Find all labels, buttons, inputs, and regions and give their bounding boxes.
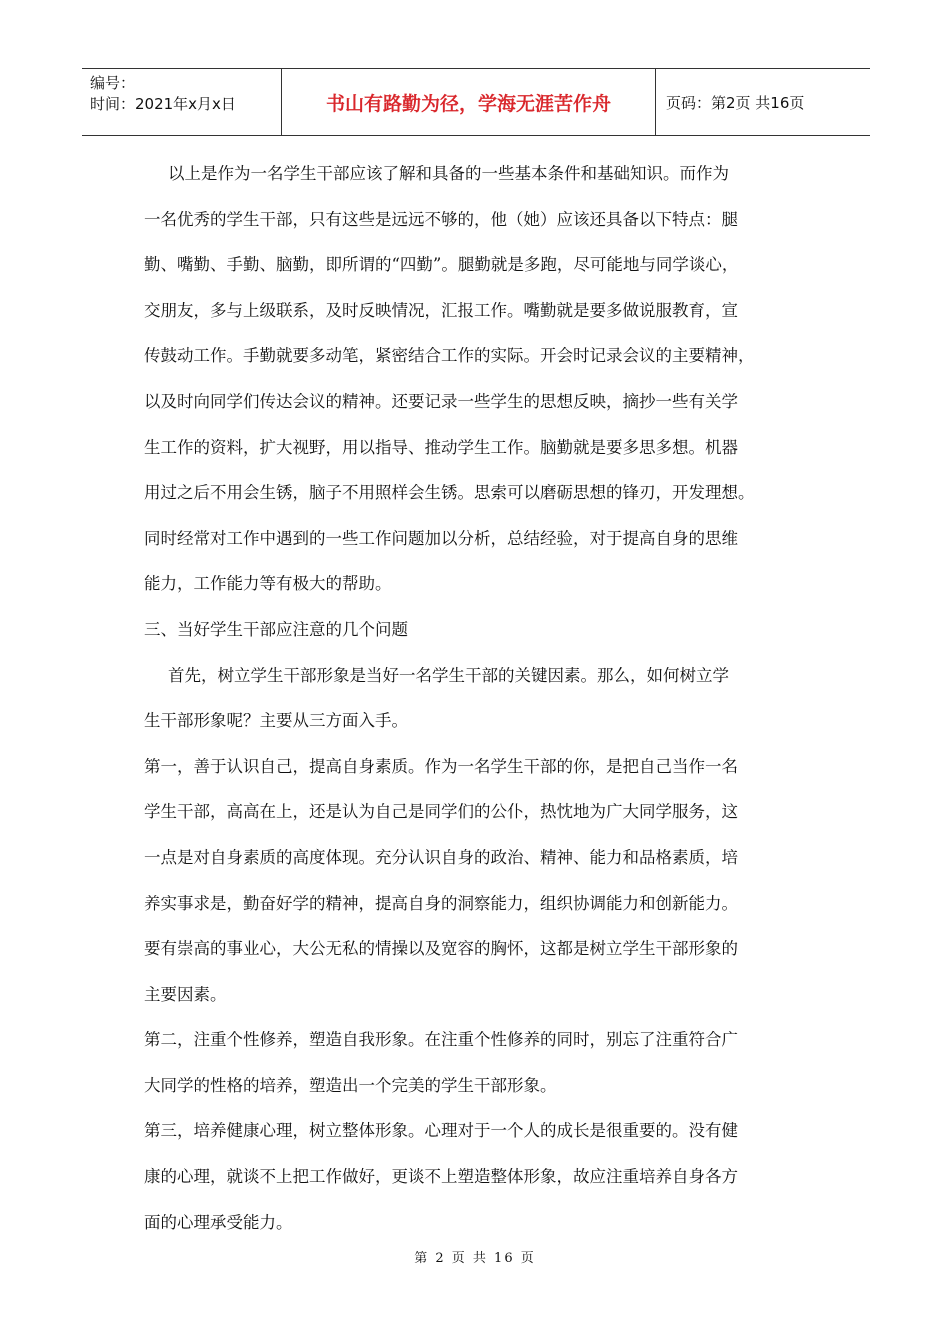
document-time-label: 时间：2021年x月x日: [90, 95, 236, 113]
body-line: 生干部形象呢？主要从三方面入手。: [144, 711, 408, 731]
body-line: 交朋友，多与上级联系，及时反映情况，汇报工作。嘴勤就是要多做说服教育，宣: [144, 300, 738, 320]
body-line: 传鼓动工作。手勤就要多动笔，紧密结合工作的实际。开会时记录会议的主要精神，: [144, 346, 755, 366]
header-info-cell: [82, 69, 282, 135]
page-header: [82, 68, 870, 136]
body-line: 能力，工作能力等有极大的帮助。: [144, 574, 392, 594]
body-line: 生工作的资料，扩大视野，用以指导、推动学生工作。脑勤就是要多思多想。机器: [144, 437, 738, 457]
section-heading: 三、当好学生干部应注意的几个问题: [144, 619, 408, 639]
body-line: 一名优秀的学生干部，只有这些是远远不够的，他（她）应该还具备以下特点：腿: [144, 209, 738, 229]
body-line: 面的心理承受能力。: [144, 1212, 293, 1232]
body-line: 主要因素。: [144, 984, 227, 1004]
body-line: 同时经常对工作中遇到的一些工作问题加以分析，总结经验，对于提高自身的思维: [144, 528, 738, 548]
body-line: 康的心理，就谈不上把工作做好，更谈不上塑造整体形象，故应注重培养自身各方: [144, 1167, 738, 1187]
document-body: [144, 151, 834, 1245]
page-footer: 第 2 页 共 16 页: [414, 1251, 536, 1266]
document-number-label: 编号：: [90, 74, 136, 92]
body-line: 第一，善于认识自己，提高自身素质。作为一名学生干部的你，是把自己当作一名: [144, 756, 738, 776]
body-line: 第二，注重个性修养，塑造自我形象。在注重个性修养的同时，别忘了注重符合广: [144, 1030, 738, 1050]
body-line: 学生干部，高高在上，还是认为自己是同学们的公仆，热忱地为广大同学服务，这: [144, 802, 738, 822]
body-line: 首先，树立学生干部形象是当好一名学生干部的关键因素。那么，如何树立学: [168, 665, 729, 685]
body-line: 第三，培养健康心理，树立整体形象。心理对于一个人的成长是很重要的。没有健: [144, 1121, 738, 1141]
header-motto: 书山有路勤为径，学海无涯苦作舟: [282, 69, 656, 135]
body-line: 大同学的性格的培养，塑造出一个完美的学生干部形象。: [144, 1075, 557, 1095]
header-page-info: 页码：第2页 共16页: [666, 93, 805, 112]
body-line: 养实事求是，勤奋好学的精神，提高自身的洞察能力，组织协调能力和创新能力。: [144, 893, 738, 913]
body-line: 一点是对自身素质的高度体现。充分认识自身的政治、精神、能力和品格素质，培: [144, 847, 738, 867]
body-line: 以及时向同学们传达会议的精神。还要记录一些学生的思想反映，摘抄一些有关学: [144, 391, 738, 411]
body-line: 勤、嘴勤、手勤、脑勤，即所谓的“四勤”。腿勤就是多跑，尽可能地与同学谈心，: [144, 255, 739, 275]
body-line: 用过之后不用会生锈，脑子不用照样会生锈。思索可以磨砺思想的锋刃，开发理想。: [144, 483, 755, 503]
body-line: 要有崇高的事业心，大公无私的情操以及宽容的胸怀，这都是树立学生干部形象的: [144, 939, 738, 959]
body-line: 以上是作为一名学生干部应该了解和具备的一些基本条件和基础知识。而作为: [168, 164, 729, 183]
